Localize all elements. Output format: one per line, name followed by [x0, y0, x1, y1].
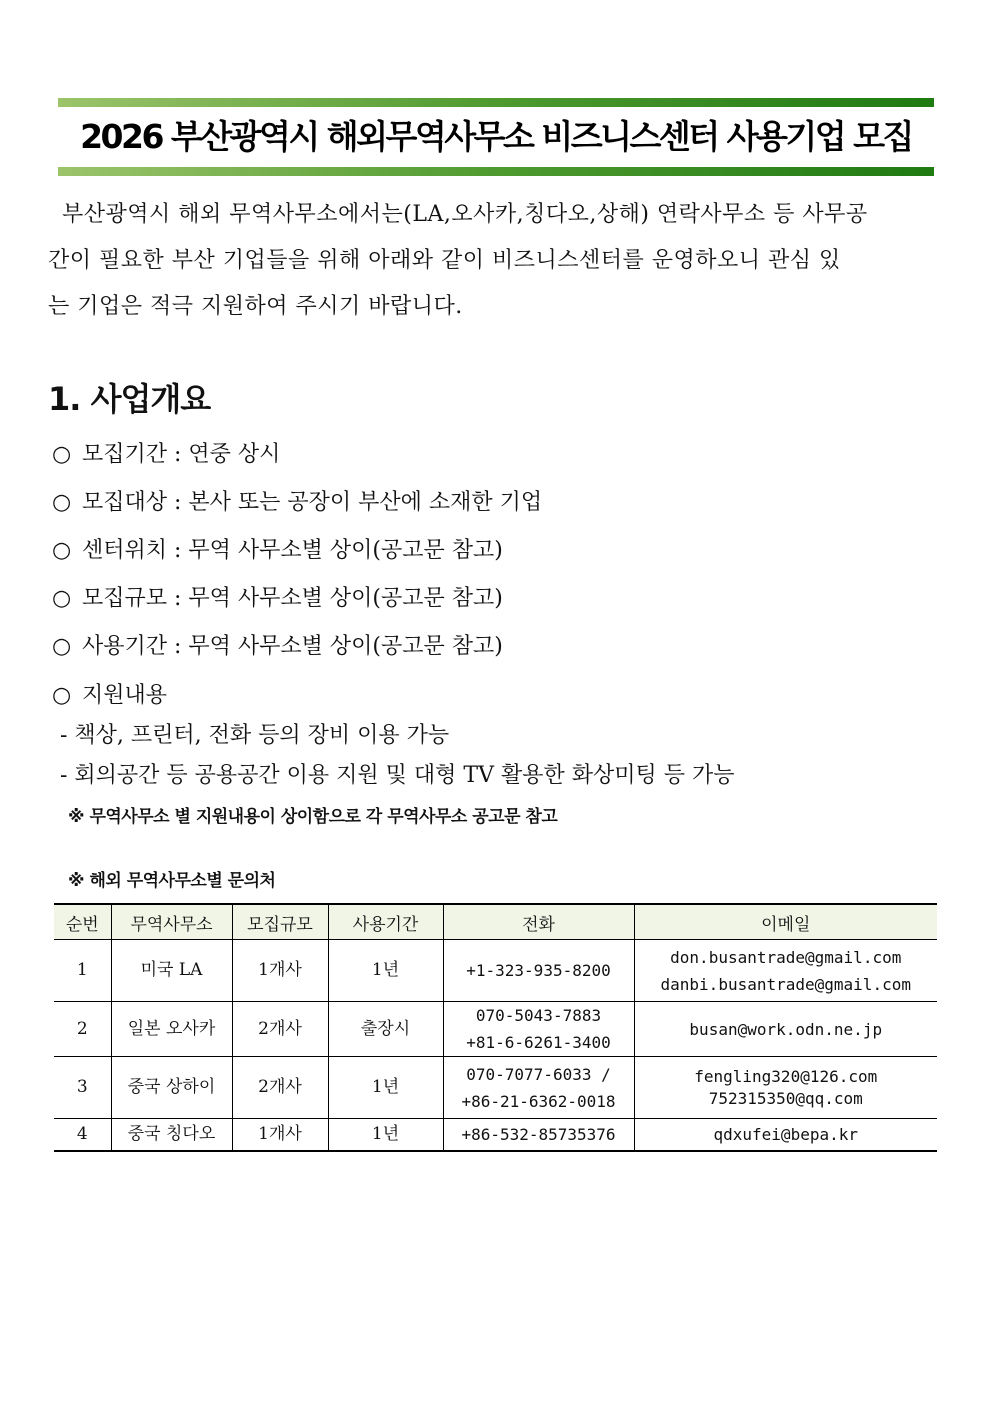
bullet-icon: ○	[52, 634, 72, 659]
phone-text: +86-21-6362-0018	[461, 1091, 616, 1111]
cell-size: 1개사	[232, 940, 328, 1002]
header-email: 이메일	[634, 904, 937, 940]
cell-no: 3	[54, 1057, 111, 1119]
table-row	[54, 940, 937, 1002]
cell-period: 1년	[328, 940, 443, 1002]
cell-email	[634, 1119, 937, 1151]
overview-item	[52, 681, 167, 711]
cell-period: 출장시	[328, 1002, 443, 1057]
bullet-icon: ○	[52, 538, 72, 563]
table-row	[54, 1002, 937, 1057]
email-link[interactable]: don.busantrade@gmail.com	[670, 947, 902, 967]
section-heading: 1. 사업개요	[48, 380, 211, 418]
cell-office: 미국 LA	[111, 940, 232, 1002]
overview-item	[52, 632, 503, 662]
email-link[interactable]: qdxufei@bepa.kr	[713, 1124, 858, 1144]
cell-phone	[443, 1119, 634, 1151]
header-phone: 전화	[443, 904, 634, 940]
cell-phone	[443, 1002, 634, 1057]
bullet-icon: ○	[52, 683, 72, 708]
note: ※ 무역사무소 별 지원내용이 상이함으로 각 무역사무소 공고문 참고	[68, 807, 558, 827]
cell-no: 1	[54, 940, 111, 1002]
header-size: 모집규모	[232, 904, 328, 940]
header-period: 사용기간	[328, 904, 443, 940]
table-row	[54, 1057, 937, 1119]
cell-no: 2	[54, 1002, 111, 1057]
title-top-bar	[58, 98, 934, 107]
cell-size: 2개사	[232, 1002, 328, 1057]
overview-text: 지원내용	[82, 683, 168, 708]
cell-email	[634, 1002, 937, 1057]
overview-item	[52, 488, 542, 518]
email-link[interactable]: danbi.busantrade@gmail.com	[660, 974, 911, 994]
email-link[interactable]: busan@work.odn.ne.jp	[689, 1019, 883, 1039]
bullet-icon: ○	[52, 586, 72, 611]
phone-text: +81-6-6261-3400	[466, 1033, 611, 1052]
page-title: 2026 부산광역시 해외무역사무소 비즈니스센터 사용기업 모집	[80, 117, 912, 156]
cell-office: 일본 오사카	[111, 1002, 232, 1057]
cell-no: 4	[54, 1119, 111, 1151]
support-item: - 회의공간 등 공용공간 이용 지원 및 대형 TV 활용한 화상미팅 등 가능	[60, 763, 735, 788]
bullet-icon: ○	[52, 490, 72, 515]
table-row	[54, 1119, 937, 1151]
contact-table	[54, 903, 937, 1152]
cell-phone	[443, 940, 634, 1002]
cell-email	[634, 940, 937, 1002]
cell-period: 1년	[328, 1057, 443, 1119]
header-office: 무역사무소	[111, 904, 232, 940]
phone-text: 070-7077-6033 /	[466, 1064, 611, 1084]
email-link[interactable]: fengling320@126.com	[694, 1066, 878, 1086]
phone-text: 070-5043-7883	[475, 1006, 602, 1025]
overview-text: 모집규모 : 무역 사무소별 상이(공고문 참고)	[82, 586, 503, 611]
overview-item	[52, 440, 280, 470]
cell-office: 중국 칭다오	[111, 1119, 232, 1151]
intro-line: 부산광역시 해외 무역사무소에서는(LA,오사카,칭다오,상해) 연락사무소 등 사무공	[62, 202, 868, 227]
phone-text: +86-532-85735376	[461, 1124, 616, 1144]
header-no: 순번	[54, 904, 111, 940]
cell-period: 1년	[328, 1119, 443, 1151]
table-caption: ※ 해외 무역사무소별 문의처	[68, 871, 276, 891]
intro-line: 는 기업은 적극 지원하여 주시기 바랍니다.	[48, 294, 463, 319]
support-item: - 책상, 프린터, 전화 등의 장비 이용 가능	[60, 723, 450, 748]
overview-text: 센터위치 : 무역 사무소별 상이(공고문 참고)	[82, 538, 503, 563]
overview-text: 모집기간 : 연중 상시	[82, 442, 281, 467]
email-link[interactable]: 752315350@qq.com	[708, 1088, 863, 1108]
overview-text: 사용기간 : 무역 사무소별 상이(공고문 참고)	[82, 634, 503, 659]
bullet-icon: ○	[52, 442, 72, 467]
cell-email	[634, 1057, 937, 1119]
cell-size: 2개사	[232, 1057, 328, 1119]
intro-line: 간이 필요한 부산 기업들을 위해 아래와 같이 비즈니스센터를 운영하오니 관심 있	[48, 248, 841, 273]
cell-phone	[443, 1057, 634, 1119]
cell-size: 1개사	[232, 1119, 328, 1151]
overview-item	[52, 536, 503, 566]
title-bottom-bar	[58, 167, 934, 176]
intro-paragraph	[48, 192, 944, 330]
overview-item	[52, 584, 503, 614]
cell-office: 중국 상하이	[111, 1057, 232, 1119]
overview-text: 모집대상 : 본사 또는 공장이 부산에 소재한 기업	[82, 490, 543, 515]
table-header-row	[54, 904, 937, 940]
title-block	[58, 98, 934, 176]
phone-text: +1-323-935-8200	[466, 961, 611, 980]
